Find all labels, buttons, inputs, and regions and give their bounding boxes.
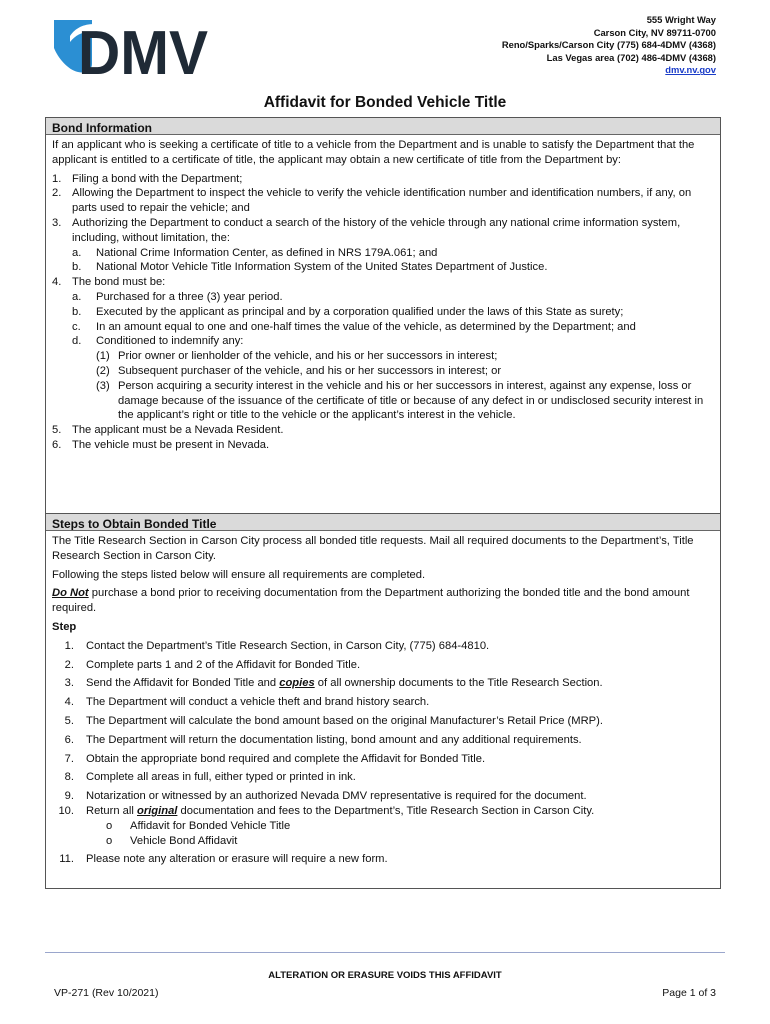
step-item (52, 752, 716, 767)
step-item (52, 695, 716, 710)
do-not-emphasis: Do Not (52, 587, 89, 600)
step-number: 10. (58, 804, 74, 817)
item-text: Filing a bond with the Department; (72, 172, 243, 185)
sub-sub-item-number: (2) (96, 364, 110, 377)
page-title: Affidavit for Bonded Vehicle Title (263, 94, 507, 111)
sub-item-letter: b. (72, 261, 82, 274)
step-text: Obtain the appropriate bond required and complete the Affidavit for Bonded Title. (86, 752, 486, 765)
step-number: 7. (64, 752, 74, 765)
item-number: 2. (52, 187, 62, 200)
sub-sub-item-number: (3) (96, 379, 110, 392)
step-text: Complete parts 1 and 2 of the Affidavit for Bonded Title. (86, 658, 361, 671)
step-number: 1. (64, 639, 74, 652)
dmv-logo (52, 18, 210, 76)
bullet-icon: o (106, 819, 113, 832)
step-text-part: documentation and fees to the Department’s, Title Research Section in Carson City. (177, 804, 595, 817)
step-number: 9. (64, 790, 74, 803)
sub-sub-item-number: (1) (96, 350, 110, 363)
step-text-part: of all ownership documents to the Title Research Section. (314, 677, 603, 690)
copies-emphasis: copies (279, 677, 315, 690)
bullet-item (52, 834, 716, 849)
bullet-icon: o (106, 834, 113, 847)
bond-intro: If an applicant who is seeking a certificate of title to a vehicle from the Department and is unable to satisfy the Department that the applicant is entitled to a certificate of title, the applicant may obtain a new certificate of title from the Department by: (52, 139, 695, 166)
steps-para-3-text: purchase a bond prior to receiving documentation from the Department authorizing the bonded title and the bond amount required. (52, 587, 690, 615)
sub-item-letter: c. (72, 320, 81, 333)
step-item (52, 639, 716, 654)
sub-item-letter: a. (72, 290, 82, 303)
bond-information-section (45, 117, 721, 514)
step-text-part: Return all (86, 804, 137, 817)
logo-text: DMV (78, 19, 208, 76)
sub-sub-item-text: Subsequent purchaser of the vehicle, and his or her successors in interest; or (118, 364, 502, 377)
steps-section (45, 513, 721, 889)
item-text: The applicant must be a Nevada Resident. (72, 424, 284, 437)
bullet-item (52, 819, 716, 834)
item-text: The vehicle must be present in Nevada. (72, 438, 270, 451)
sub-item (52, 260, 716, 275)
sub-item-text: National Motor Vehicle Title Information System of the United States Department of Justice. (96, 261, 548, 274)
step-number: 2. (64, 658, 74, 671)
bullet-text: Vehicle Bond Affidavit (130, 834, 238, 847)
sub-sub-item (52, 364, 716, 379)
list-item (52, 438, 716, 453)
step-item (52, 770, 716, 785)
sub-item-text: Executed by the applicant as principal and by a corporation qualified under the laws of this State as surety; (96, 305, 624, 318)
sub-item (52, 246, 716, 261)
sub-item (52, 320, 716, 335)
sub-item (52, 334, 716, 349)
item-text: Authorizing the Department to conduct a search of the history of the vehicle through any national crime information system, including, without limitation, the: (72, 216, 681, 244)
steps-para-3 (52, 586, 716, 616)
step-item (52, 852, 716, 867)
step-item (52, 789, 716, 804)
item-number: 5. (52, 424, 62, 437)
bond-information-heading: Bond Information (46, 118, 720, 135)
original-emphasis: original (137, 804, 178, 817)
sub-sub-item-text: Prior owner or lienholder of the vehicle, and his or her successors in interest; (118, 350, 498, 363)
steps-para-1: The Title Research Section in Carson City process all bonded title requests. Mail all required documents to the Department’s, Title Research Section in Carson City. (52, 535, 694, 562)
step-number: 5. (64, 714, 74, 727)
address-line: Reno/Sparks/Carson City (775) 684-4DMV (4368) (501, 39, 716, 51)
step-text: The Department will calculate the bond amount based on the original Manufacturer’s Retail Price (MRP). (86, 714, 603, 727)
step-number: 3. (64, 677, 74, 690)
item-number: 4. (52, 276, 62, 289)
address-line: Las Vegas area (702) 486-4DMV (4368) (546, 51, 716, 63)
step-number: 8. (64, 771, 74, 784)
address-block (502, 14, 716, 77)
step-number: 11. (59, 853, 74, 866)
step-label: Step (52, 620, 77, 633)
sub-item (52, 305, 716, 320)
list-item (52, 172, 716, 187)
item-number: 6. (52, 438, 62, 451)
step-text-part: Send the Affidavit for Bonded Title and (86, 677, 280, 690)
sub-sub-item-text: Person acquiring a security interest in the vehicle and his or her successors in interest, against any expense, loss or damage because of the issuance of the certificate of title or because of any defect in or undisclosed security interest in the applicant’s right or title to the vehicle or the applicant’s interest in the vehicle. (118, 379, 704, 422)
address-line: Carson City, NV 89711-0700 (593, 26, 716, 38)
footer-notice: ALTERATION OR ERASURE VOIDS THIS AFFIDAVIT (268, 970, 502, 981)
step-number: 4. (64, 696, 74, 709)
list-item (52, 186, 716, 216)
sub-item-text: National Crime Information Center, as defined in NRS 179A.061; and (96, 246, 438, 259)
sub-item-letter: b. (72, 305, 82, 318)
item-number: 3. (52, 216, 62, 229)
step-item (52, 733, 716, 748)
step-text: Contact the Department’s Title Research Section, in Carson City, (775) 684-4810. (86, 639, 490, 652)
form-id: VP-271 (Rev 10/2021) (54, 987, 159, 999)
step-item (52, 714, 716, 729)
step-text: Complete all areas in full, either typed or printed in ink. (86, 771, 356, 784)
sub-sub-item (52, 379, 716, 423)
step-item (52, 676, 716, 691)
sub-item-letter: a. (72, 246, 82, 259)
sub-item (52, 290, 716, 305)
steps-para-2: Following the steps listed below will ensure all requirements are completed. (52, 568, 426, 581)
item-number: 1. (52, 172, 62, 185)
steps-heading: Steps to Obtain Bonded Title (46, 514, 720, 531)
sub-item-text: Conditioned to indemnify any: (96, 335, 244, 348)
item-text: The bond must be: (72, 276, 166, 289)
sub-sub-item (52, 349, 716, 364)
step-item (52, 804, 716, 819)
step-text: Please note any alteration or erasure will require a new form. (86, 853, 388, 866)
step-number: 6. (64, 733, 74, 746)
step-text: The Department will conduct a vehicle theft and brand history search. (86, 696, 430, 709)
page-number: Page 1 of 3 (662, 987, 716, 999)
list-item (52, 216, 716, 246)
list-item (52, 275, 716, 290)
sub-item-text: Purchased for a three (3) year period. (96, 290, 283, 303)
footer-divider (45, 952, 725, 953)
step-text: Notarization or witnessed by an authorized Nevada DMV representative is required for the document. (86, 790, 587, 803)
step-text (86, 676, 716, 691)
step-text: The Department will return the documentation listing, bond amount and any additional requirements. (86, 733, 582, 746)
list-item (52, 423, 716, 438)
sub-item-letter: d. (72, 335, 82, 348)
website-link[interactable]: dmv.nv.gov (665, 64, 716, 76)
step-text (86, 804, 716, 819)
address-line: 555 Wright Way (646, 14, 716, 25)
sub-item-text: In an amount equal to one and one-half times the value of the vehicle, as determined by the Department; and (96, 320, 636, 333)
item-text: Allowing the Department to inspect the vehicle to verify the vehicle identification number and identification numbers, if any, on parts used to repair the vehicle; and (72, 187, 692, 215)
step-item (52, 658, 716, 673)
bullet-text: Affidavit for Bonded Vehicle Title (130, 819, 291, 832)
